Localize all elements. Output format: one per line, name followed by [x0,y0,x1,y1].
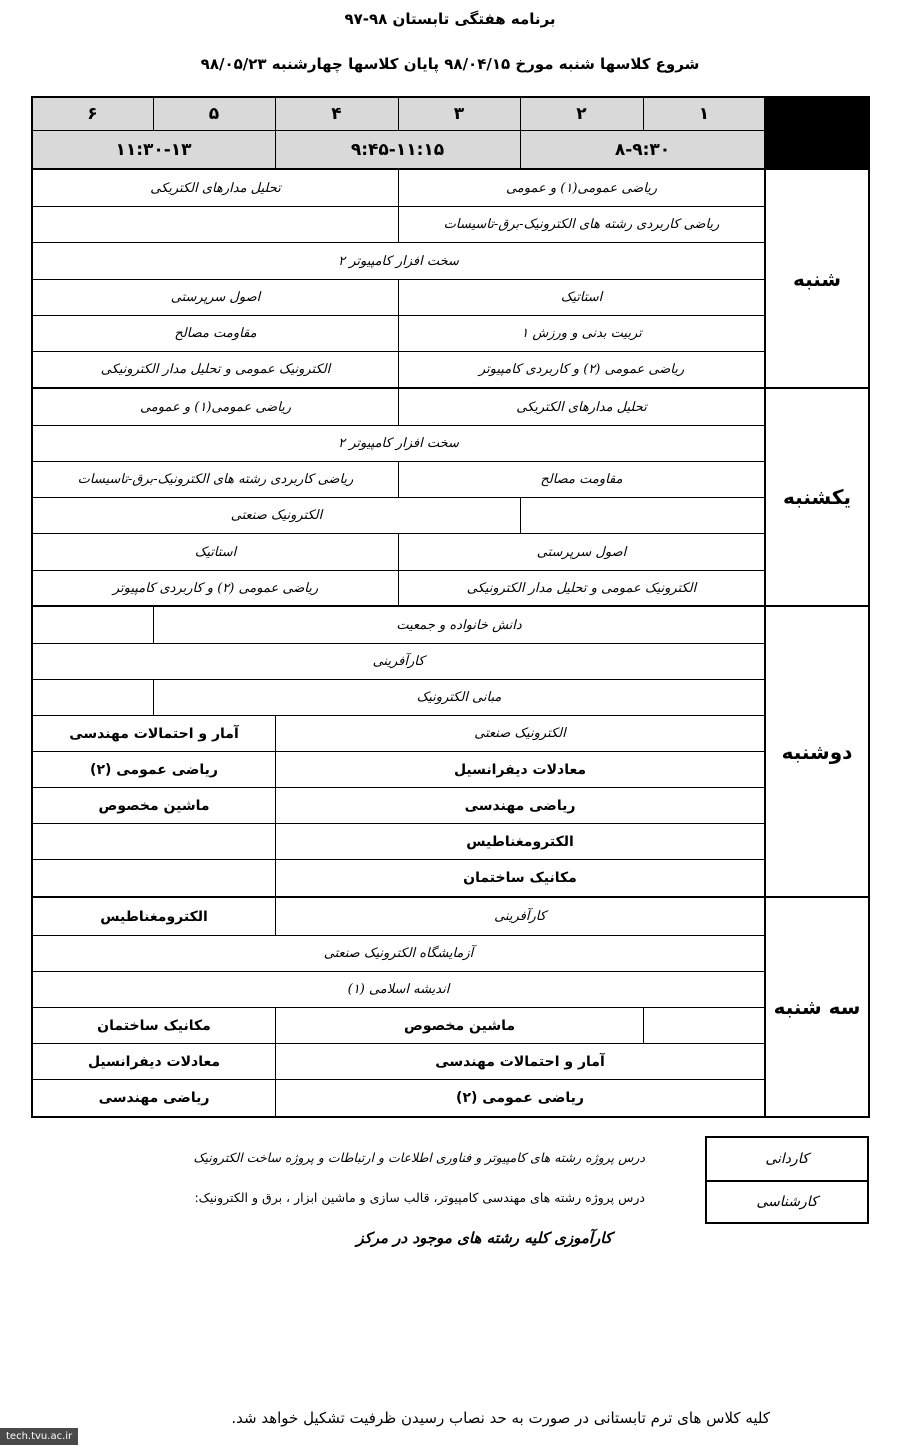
sun-r4-cell: الکترونیک صنعتی [230,508,323,523]
sun-r1-left-cell: تحلیل مدارهای الکتریکی [516,399,647,415]
col-num-6: ۶ [87,103,98,124]
tue-r4-left-cell: ماشین مخصوص [403,1017,516,1034]
kardani-label: کاردانی [765,1151,809,1167]
sat-r4-left-cell: استاتیک [560,290,603,305]
sat-r5-left-cell: تربیت بدنی و ورزش ۱ [521,326,642,341]
tue-r4-right-cell: مکانیک ساختمان [97,1017,211,1034]
tue-r1-right-cell: الکترومغناطیس [100,908,208,925]
sat-r6-left-cell: ریاضی عمومی (۲) و کاربردی کامپیوتر [478,362,685,377]
mon-r2-cell: کارآفرینی [372,654,425,669]
col-num-1: ۱ [698,103,710,124]
sun-r3-left-cell: مقاومت مصالح [540,472,623,487]
karshenasi-label: کارشناسی [756,1194,818,1210]
col-num-3: ۳ [453,103,465,124]
mon-r6-right-cell: ماشین مخصوص [98,797,210,814]
tue-r3-cell: اندیشه اسلامی (۱) [347,982,450,997]
mon-r5-left-cell: معادلات دیفرانسیل [453,761,587,778]
sat-r1-left-cell: ریاضی عمومی(۱) و عمومی [505,180,658,196]
mon-r1-cell: دانش خانواده و جمعیت [396,617,522,633]
karshenasi-project-text: درس پروژه رشته های مهندسی کامپیوتر، قالب سازی و ماشین ابزار ، برق و الکترونیک: [194,1190,645,1205]
sun-r6-left-cell: الکترونیک عمومی و تحلیل مدار الکترونیکی [466,580,697,596]
site-logo[interactable]: tech.tvu.ac.ir [0,1428,78,1445]
mon-r3-cell: مبانی الکترونیک [416,690,502,705]
page-title: برنامه هفتگی تابستان ۹۸-۹۷ [344,10,556,28]
mon-r5-right-cell: ریاضی عمومی (۲) [90,761,218,778]
tue-r5-left-cell: آمار و احتمالات مهندسی [435,1053,605,1070]
day-saturday: شنبه [792,266,842,291]
sat-r6-right-cell: الکترونیک عمومی و تحلیل مدار الکترونیکی [100,362,331,377]
col-num-4: ۴ [331,103,342,124]
sat-r1-right-cell: تحلیل مدارهای الکتریکی [150,180,281,196]
col-num-2: ۲ [576,103,587,124]
sat-r4-right-cell: اصول سرپرستی [170,290,261,305]
day-monday: دوشنبه [781,739,853,764]
tue-r6-right-cell: ریاضی مهندسی [98,1090,210,1106]
mon-r7-left-cell: الکترومغناطیس [466,833,574,850]
sun-r5-right-cell: استاتیک [194,544,237,560]
tue-r2-cell: آزمایشگاه الکترونیک صنعتی [323,946,474,961]
sat-r2-left-cell: ریاضی کاربردی رشته های الکترونیک-برق-تاسیسات [443,217,720,232]
sun-r1-right-cell: ریاضی عمومی(۱) و عمومی [139,399,292,415]
tue-r5-right-cell: معادلات دیفرانسیل [87,1053,221,1070]
header-corner-block [765,97,869,168]
tue-r6-left-cell: ریاضی عمومی (۲) [456,1090,584,1106]
sun-r2-cell: سخت افزار کامپیوتر ۲ [338,436,459,451]
sat-r3-cell: سخت افزار کامپیوتر ۲ [338,253,459,269]
mon-r4-left-cell: الکترونیک صنعتی [474,726,566,741]
day-sunday: یکشنبه [783,485,851,509]
kardani-project-text: درس پروژه رشته های کامپیوتر و فناوری اطلاعات و ارتباطات و پروژه ساخت الکترونیک [193,1150,645,1165]
sun-r3-right-cell: ریاضی کاربردی رشته های الکترونیک-برق-تاسیسات [77,472,354,487]
mon-r8-left-cell: مکانیک ساختمان [463,870,577,886]
internship-text: کارآموزی کلیه رشته های موجود در مرکز [356,1229,612,1247]
mon-r4-right-cell: آمار و احتمالات مهندسی [69,725,239,742]
mon-r6-left-cell: ریاضی مهندسی [464,797,576,814]
page-subtitle: شروع کلاسها شنبه مورخ ۹۸/۰۴/۱۵ پایان کلاسها چهارشنبه ۹۸/۰۵/۲۳ [200,55,700,73]
footer-note: کلیه کلاس های ترم تابستانی در صورت به حد نصاب رسیدن ظرفیت تشکیل خواهد شد. [231,1409,770,1427]
tue-r1-left-cell: کارآفرینی [494,909,546,924]
sun-r5-left-cell: اصول سرپرستی [536,544,627,560]
time-slot-3: ۱۱:۳۰-۱۳ [115,139,192,160]
time-slot-2: ۹:۴۵-۱۱:۱۵ [350,139,445,160]
time-slot-1: ۸-۹:۳۰ [614,139,671,160]
sun-r6-right-cell: ریاضی عمومی (۲) و کاربردی کامپیوتر [112,580,319,596]
day-tuesday: سه شنبه [773,995,861,1019]
col-num-5: ۵ [208,103,220,124]
sat-r5-right-cell: مقاومت مصالح [174,326,257,341]
